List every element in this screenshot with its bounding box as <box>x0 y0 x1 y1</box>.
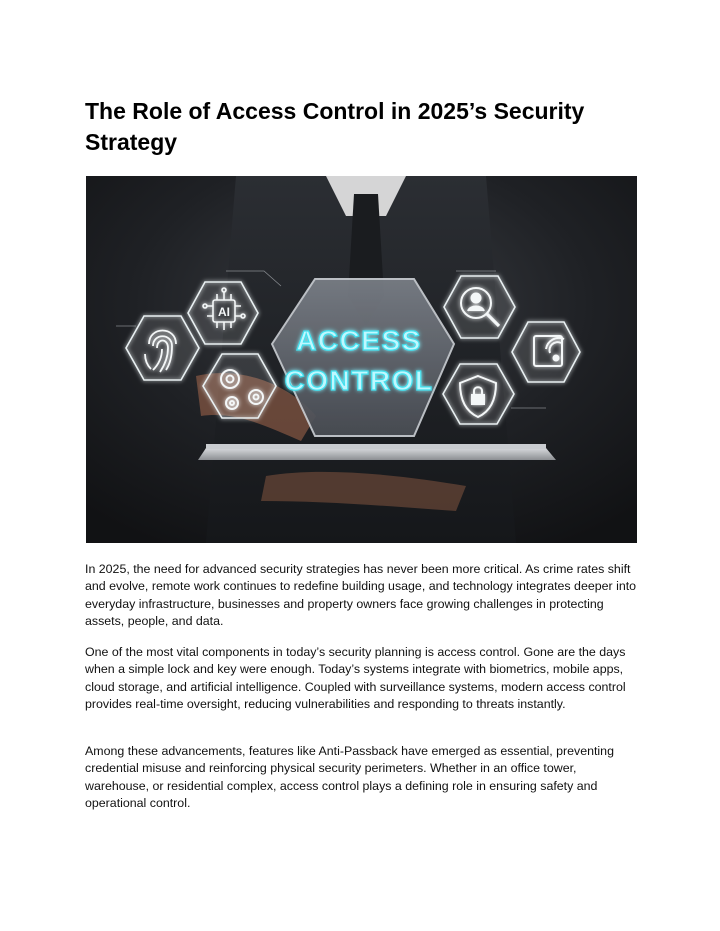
hero-image <box>86 176 637 543</box>
center-label-line1: ACCESS <box>296 325 422 356</box>
paragraph-1: In 2025, the need for advanced security strategies has never been more critical. As crime rates shift and evolve, remote work continues to redefine building usage, and technology integrates deeper into everyday infrastructure, businesses and property owners face growing challenges in protecting assets, people, and data. <box>85 562 637 628</box>
tablet <box>198 448 556 460</box>
center-label-line2: CONTROL <box>284 365 434 396</box>
page-title: The Role of Access Control in 2025’s Security Strategy <box>85 98 585 155</box>
paragraph-2: One of the most vital components in today’s security planning is access control. Gone are the days when a simple lock and key were enough. Today’s systems integrate with biometrics, mobile apps, cloud storage, and artificial intelligence. Coupled with surveillance systems, modern access control provides real-time oversight, reducing vulnerabilities and responding to threats instantly. <box>85 645 626 711</box>
paragraph-3: Among these advancements, features like Anti-Passback have emerged as essential, preventing credential misuse and reinforcing physical security perimeters. Whether in an office tower, warehouse, or residential complex, access control plays a defining role in ensuring safety and operational control. <box>85 744 614 810</box>
ai-chip-label: AI <box>218 305 230 319</box>
